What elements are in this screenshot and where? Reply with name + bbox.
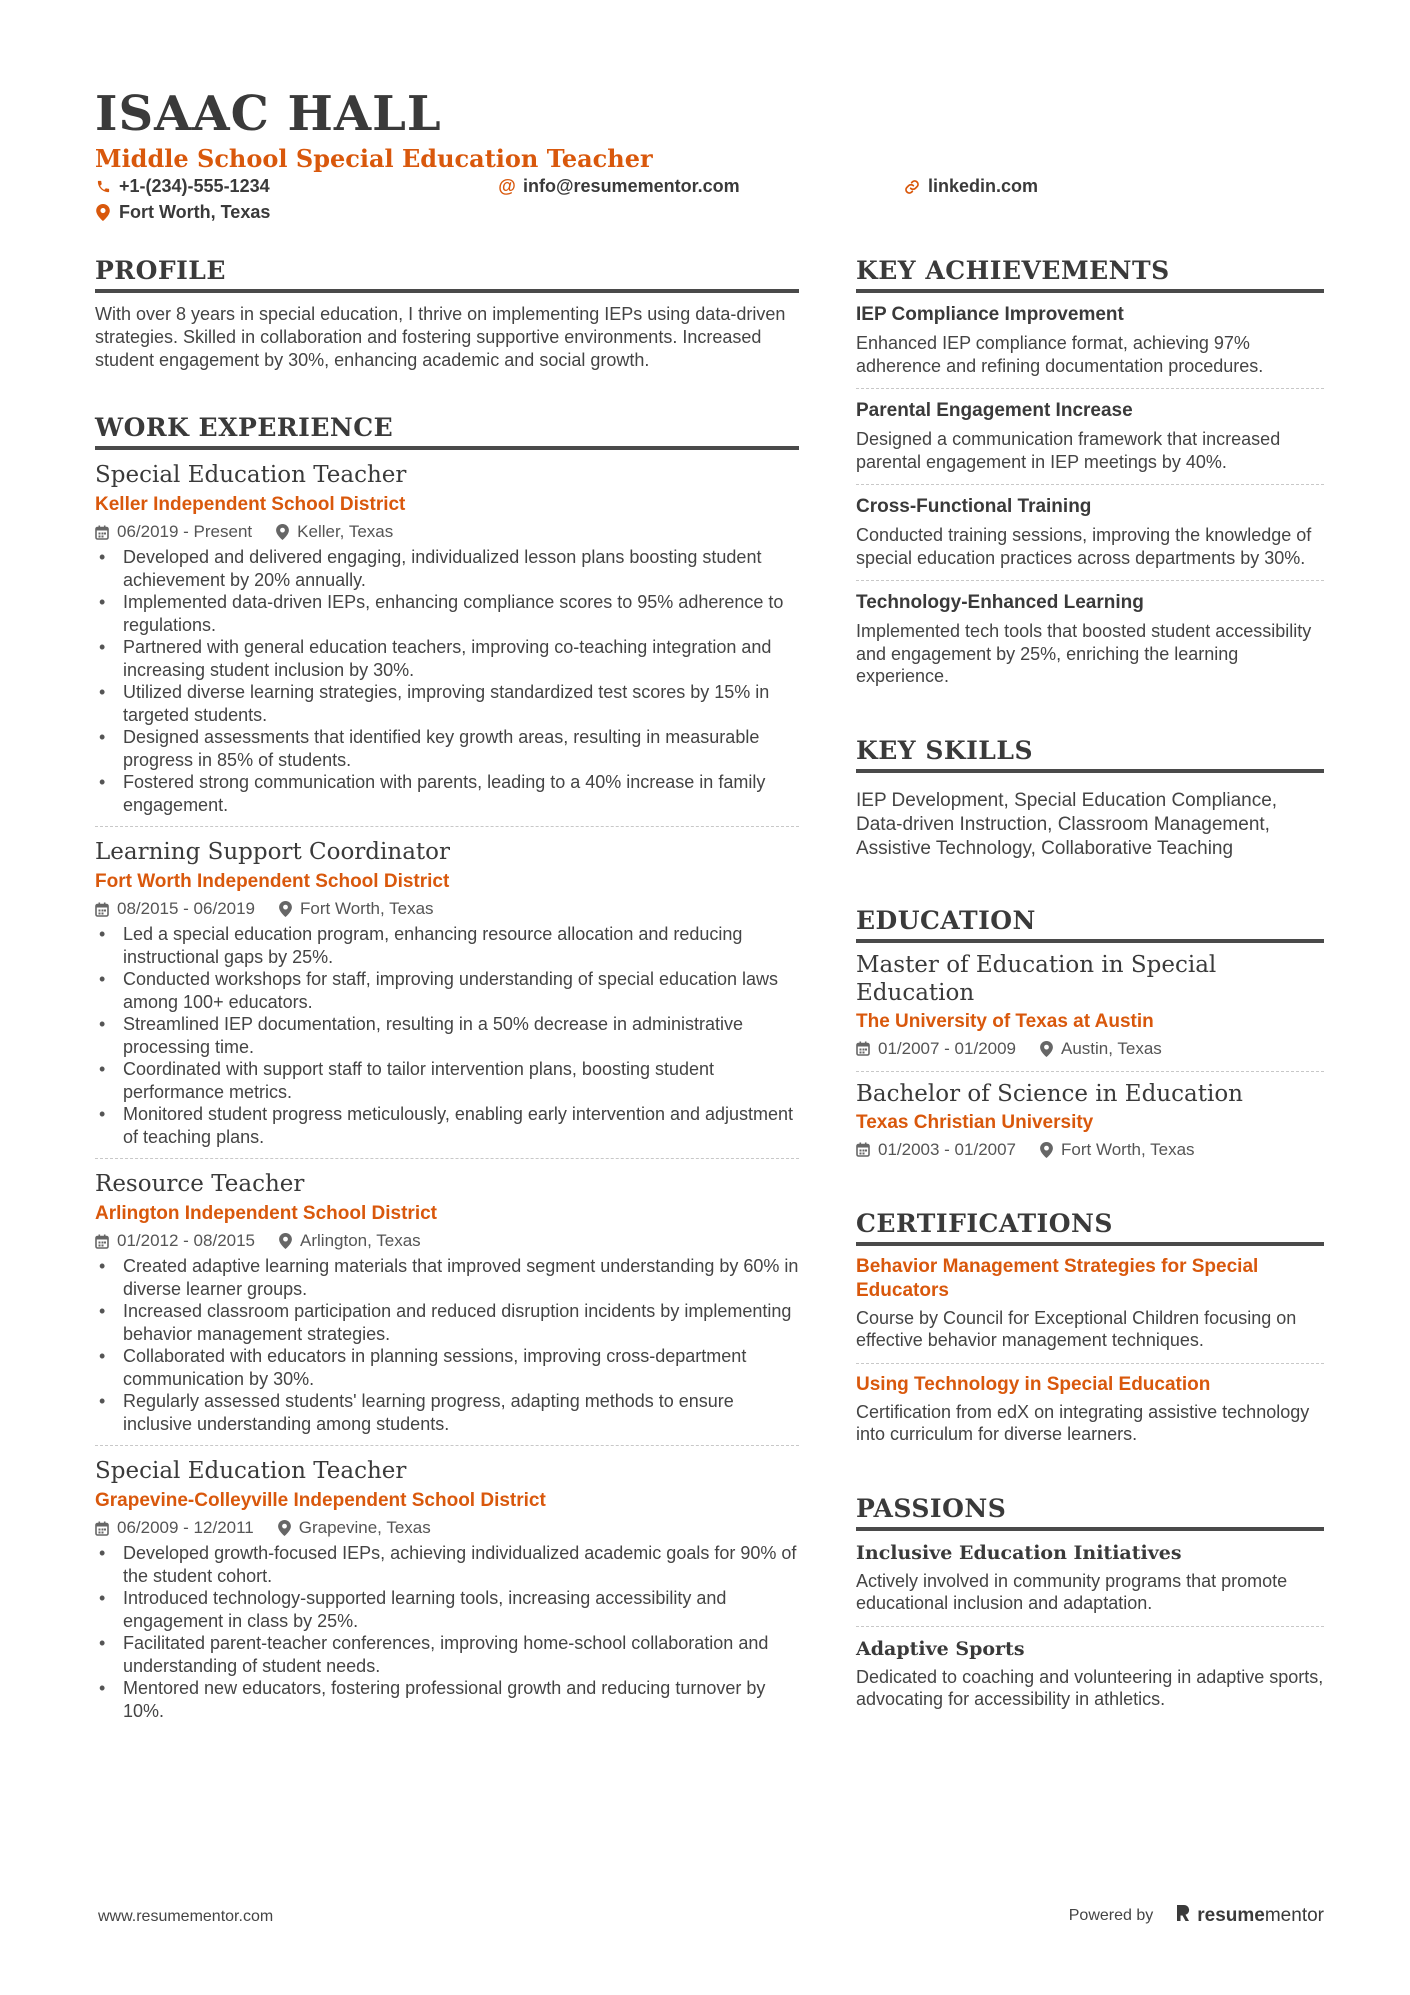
- passion-title: Inclusive Education Initiatives: [856, 1541, 1182, 1564]
- achievement-item: [856, 389, 1324, 485]
- location: Austin, Texas: [1040, 1037, 1162, 1061]
- profile-heading: PROFILE: [95, 255, 799, 293]
- education-item: [856, 1072, 1324, 1172]
- footer-website[interactable]: www.resumementor.com: [98, 1908, 274, 1925]
- job-list: [95, 450, 799, 1732]
- calendar-icon: [95, 1521, 109, 1536]
- degree-title: Master of Education in Special Education: [856, 951, 1217, 1006]
- certification-desc: Course by Council for Exceptional Children focusing on effective behavior management techniques.: [856, 1307, 1297, 1350]
- certification-title: Using Technology in Special Education: [856, 1373, 1211, 1395]
- job-bullet: • Mentored new educators, fostering professional growth and reducing turnover by 10%.: [95, 1677, 799, 1722]
- job-position: Special Education Teacher: [95, 462, 407, 488]
- location: Keller, Texas: [276, 520, 393, 544]
- passion-item: [856, 1531, 1324, 1627]
- achievement-title: Parental Engagement Increase: [856, 400, 1133, 421]
- job-bullets: [95, 1542, 799, 1722]
- job-bullets: [95, 546, 799, 816]
- meta-row: [95, 520, 799, 544]
- experience-heading: WORK EXPERIENCE: [95, 412, 799, 450]
- at-icon: @: [498, 176, 516, 196]
- meta-row: [856, 1138, 1324, 1162]
- job-position: Learning Support Coordinator: [95, 839, 450, 865]
- job-bullet: • Utilized diverse learning strategies, improving standardized test scores by 15% in targeted students.: [95, 681, 799, 726]
- job-position: Special Education Teacher: [95, 1458, 407, 1484]
- right-column: [856, 255, 1324, 1722]
- email-contact[interactable]: [499, 176, 740, 197]
- job-bullet: • Partnered with general education teachers, improving co-teaching integration and increasing student inclusion by 30%.: [95, 636, 799, 681]
- job-bullet: • Conducted workshops for staff, improving understanding of special education laws among 100+ educators.: [95, 968, 799, 1013]
- job-bullet: • Facilitated parent-teacher conferences, improving home-school collaboration and understanding of student needs.: [95, 1632, 799, 1677]
- achievement-desc: Conducted training sessions, improving the knowledge of special education practices across departments by 30%.: [856, 525, 1312, 568]
- job-title: Middle School Special Education Teacher: [95, 144, 653, 173]
- achievement-list: [856, 293, 1324, 699]
- job-company: Arlington Independent School District: [95, 1203, 437, 1224]
- brand-mark-icon: [1175, 1903, 1191, 1929]
- passions-section: [856, 1493, 1324, 1722]
- skills-heading: KEY SKILLS: [856, 735, 1324, 773]
- job-bullet: • Collaborated with educators in planning sessions, improving cross-department communication by 30%.: [95, 1345, 799, 1390]
- location-pin-icon: [279, 1233, 292, 1249]
- date-range: 01/2003 - 01/2007: [856, 1138, 1016, 1162]
- job-bullet: • Monitored student progress meticulously, enabling early intervention and adjustment of teaching plans.: [95, 1103, 799, 1148]
- school-name: The University of Texas at Austin: [856, 1010, 1154, 1032]
- phone-icon: [95, 178, 111, 196]
- job-company: Keller Independent School District: [95, 494, 406, 515]
- passion-title: Adaptive Sports: [856, 1637, 1025, 1660]
- location-pin-icon: [1040, 1041, 1053, 1057]
- location: Arlington, Texas: [279, 1229, 421, 1253]
- email-text: info@resumementor.com: [523, 176, 740, 196]
- achievement-item: [856, 485, 1324, 581]
- job-bullet: • Created adaptive learning materials that improved segment understanding by 60% in diverse learner groups.: [95, 1255, 799, 1300]
- certifications-heading: CERTIFICATIONS: [856, 1208, 1324, 1246]
- location: Fort Worth, Texas: [279, 897, 434, 921]
- location-text: Fort Worth, Texas: [119, 202, 271, 222]
- job-bullet: • Designed assessments that identified key growth areas, resulting in measurable progress in 85% of students.: [95, 726, 799, 771]
- job-bullet: • Led a special education program, enhancing resource allocation and reducing instructional gaps by 25%.: [95, 923, 799, 968]
- meta-row: [95, 1516, 799, 1540]
- link-icon: [904, 178, 920, 196]
- meta-row: [95, 1229, 799, 1253]
- brand-name-light: mentor: [1264, 1905, 1324, 1926]
- job-entry: [95, 450, 799, 827]
- profile-section: [95, 255, 799, 372]
- location: Fort Worth, Texas: [1040, 1138, 1195, 1162]
- job-entry: [95, 1159, 799, 1446]
- job-entry: [95, 1446, 799, 1732]
- achievement-desc: Implemented tech tools that boosted student accessibility and engagement by 25%, enriching the learning experience.: [856, 621, 1312, 686]
- certification-list: [856, 1246, 1324, 1457]
- location-pin-icon: [278, 1520, 291, 1536]
- date-range: 06/2009 - 12/2011: [95, 1516, 254, 1540]
- achievement-item: [856, 581, 1324, 699]
- passion-list: [856, 1531, 1324, 1722]
- certification-title: Behavior Management Strategies for Special Educators: [856, 1255, 1259, 1301]
- footer-branding: [1069, 1903, 1324, 1929]
- achievements-section: [856, 255, 1324, 699]
- job-bullet: • Fostered strong communication with parents, leading to a 40% increase in family engagement.: [95, 771, 799, 816]
- brand-logo[interactable]: [1175, 1903, 1324, 1929]
- job-bullet: • Regularly assessed students' learning progress, adapting methods to ensure inclusive understanding among students.: [95, 1390, 799, 1435]
- linkedin-contact[interactable]: [904, 176, 1038, 197]
- job-bullets: [95, 923, 799, 1148]
- skills-text: IEP Development, Special Education Compliance, Data-driven Instruction, Classroom Management, Assistive Technology, Collaborative Teaching: [856, 789, 1278, 859]
- passion-desc: Actively involved in community programs that promote educational inclusion and adaptation.: [856, 1570, 1288, 1613]
- certification-item: [856, 1364, 1324, 1457]
- skills-section: [856, 735, 1324, 861]
- calendar-icon: [95, 525, 109, 540]
- job-bullet: • Implemented data-driven IEPs, enhancing compliance scores to 95% adherence to regulations.: [95, 591, 799, 636]
- education-section: [856, 905, 1324, 1172]
- job-entry: [95, 827, 799, 1159]
- brand-name-bold: resume: [1197, 1905, 1265, 1926]
- calendar-icon: [856, 1041, 870, 1056]
- job-bullet: • Developed growth-focused IEPs, achieving individualized academic goals for 90% of the student cohort.: [95, 1542, 799, 1587]
- contact-info: [95, 176, 1325, 228]
- passion-desc: Dedicated to coaching and volunteering in adaptive sports, advocating for accessibility in athletics.: [856, 1666, 1324, 1709]
- powered-by-text: Powered by: [1068, 1907, 1154, 1924]
- location: Grapevine, Texas: [278, 1516, 431, 1540]
- achievement-desc: Designed a communication framework that increased parental engagement in IEP meetings by 40%.: [856, 429, 1281, 472]
- school-name: Texas Christian University: [856, 1111, 1094, 1133]
- education-list: [856, 943, 1324, 1172]
- degree-title: Bachelor of Science in Education: [856, 1080, 1243, 1107]
- job-bullet: • Introduced technology-supported learning tools, increasing accessibility and engagement in class by 25%.: [95, 1587, 799, 1632]
- location-pin-icon: [279, 901, 292, 917]
- meta-row: [856, 1037, 1324, 1061]
- passions-heading: PASSIONS: [856, 1493, 1324, 1531]
- certification-item: [856, 1246, 1324, 1364]
- education-heading: EDUCATION: [856, 905, 1324, 943]
- job-bullet: • Increased classroom participation and reduced disruption incidents by implementing behavior management strategies.: [95, 1300, 799, 1345]
- resume-header: [95, 86, 1325, 228]
- location-pin-icon: [276, 524, 289, 540]
- left-column: [95, 255, 799, 1732]
- job-bullets: [95, 1255, 799, 1435]
- calendar-icon: [95, 1234, 109, 1249]
- achievement-title: Cross-Functional Training: [856, 496, 1092, 517]
- job-bullet: • Streamlined IEP documentation, resulting in a 50% decrease in administrative processing time.: [95, 1013, 799, 1058]
- calendar-icon: [95, 902, 109, 917]
- date-range: 08/2015 - 06/2019: [95, 897, 255, 921]
- candidate-name: ISAAC HALL: [95, 86, 442, 142]
- phone-text: +1-(234)-555-1234: [119, 176, 270, 196]
- certifications-section: [856, 1208, 1324, 1457]
- job-position: Resource Teacher: [95, 1171, 305, 1197]
- calendar-icon: [856, 1142, 870, 1157]
- achievements-heading: KEY ACHIEVEMENTS: [856, 255, 1324, 293]
- meta-row: [95, 897, 799, 921]
- location-pin-icon: [95, 204, 111, 222]
- linkedin-text: linkedin.com: [928, 176, 1039, 196]
- education-item: [856, 943, 1324, 1072]
- passion-item: [856, 1627, 1324, 1722]
- profile-text: With over 8 years in special education, I thrive on implementing IEPs using data-driven strategies. Skilled in collaboration and fostering supportive environments. Increased student engagement by 30%, enhancing academic and social growth.: [95, 304, 786, 370]
- date-range: 01/2012 - 08/2015: [95, 1229, 255, 1253]
- job-bullet: • Developed and delivered engaging, individualized lesson plans boosting student achievement by 20% annually.: [95, 546, 799, 591]
- job-company: Grapevine-Colleyville Independent School District: [95, 1490, 546, 1511]
- date-range: 01/2007 - 01/2009: [856, 1037, 1016, 1061]
- location-pin-icon: [1040, 1142, 1053, 1158]
- certification-desc: Certification from edX on integrating assistive technology into curriculum for diverse learners.: [856, 1401, 1310, 1444]
- job-company: Fort Worth Independent School District: [95, 871, 450, 892]
- experience-section: [95, 412, 799, 1732]
- date-range: 06/2019 - Present: [95, 520, 252, 544]
- location-contact: [95, 202, 270, 223]
- job-bullet: • Coordinated with support staff to tailor intervention plans, boosting student performance metrics.: [95, 1058, 799, 1103]
- achievement-desc: Enhanced IEP compliance format, achieving 97% adherence and refining documentation procedures.: [856, 333, 1264, 376]
- phone-contact[interactable]: [95, 176, 270, 197]
- achievement-item: [856, 293, 1324, 389]
- achievement-title: IEP Compliance Improvement: [856, 304, 1124, 325]
- achievement-title: Technology-Enhanced Learning: [856, 592, 1144, 613]
